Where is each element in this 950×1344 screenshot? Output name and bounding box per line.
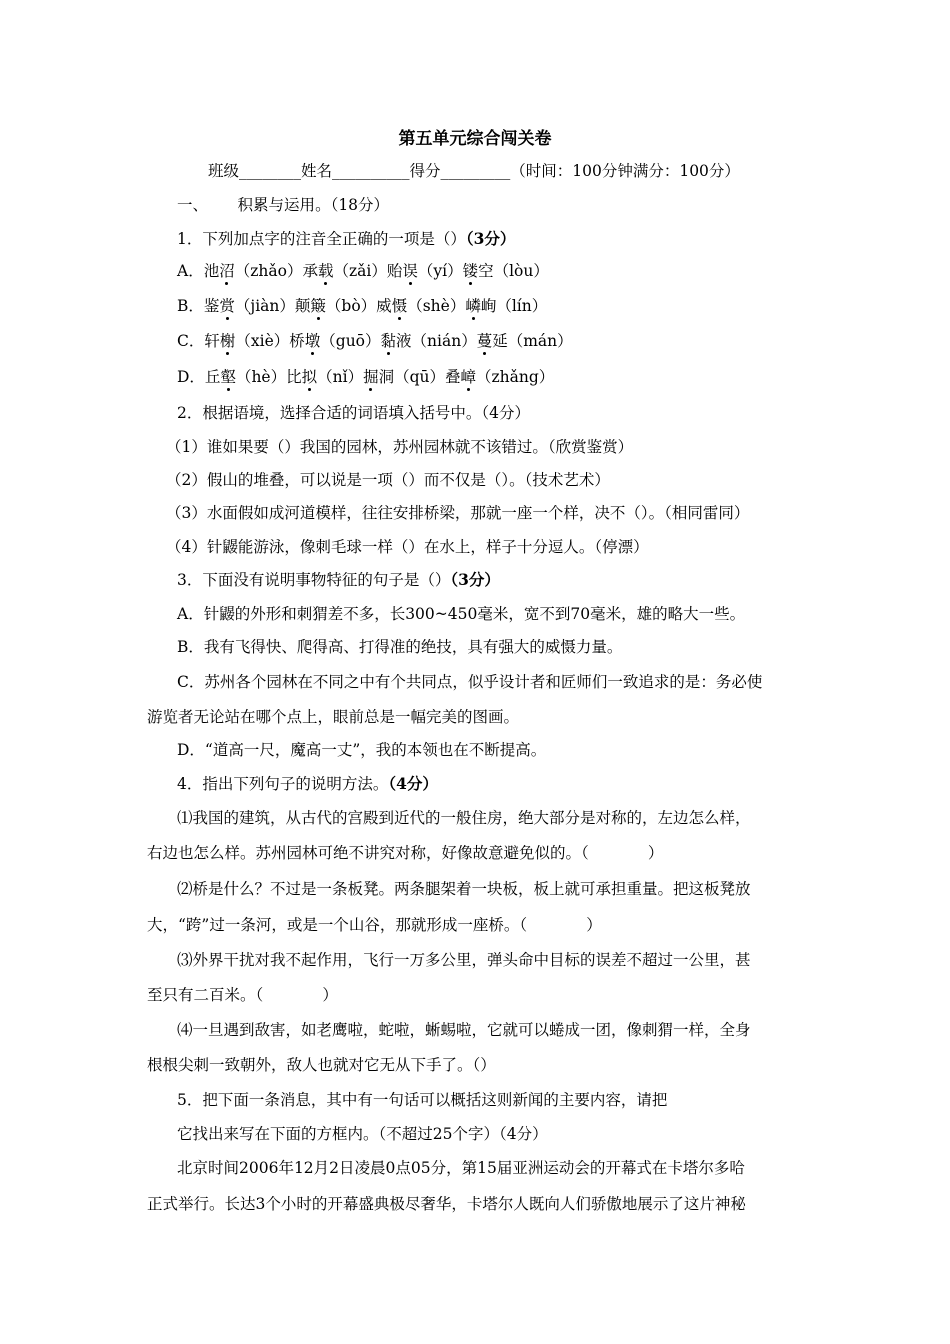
question-3-stem (177, 570, 500, 590)
q3-option-a: A．针鼹的外形和刺猬差不多，长300~450毫米，宽不到70毫米，雄的略大一些。 (177, 605, 746, 623)
option-text: （zǎi）贻 (333, 262, 403, 280)
question-1-stem (177, 229, 515, 249)
q1-option-b (177, 296, 547, 316)
option-text: 延（mán） (492, 332, 573, 350)
question-score: （4分） (388, 774, 438, 793)
dotted-char: 沼 (219, 262, 235, 280)
q4-item-2-line2: 大，“跨”过一条河，或是一个山谷，那就形成一座桥。（ ） (147, 916, 602, 934)
q3-option-c-line2: 游览者无论站在哪个点上，眼前总是一幅完美的图画。 (147, 708, 520, 726)
option-text: 峋（lín） (480, 297, 548, 315)
question-text: 4．指出下列句子的说明方法。 (177, 775, 389, 793)
option-text: （guō） (320, 332, 381, 350)
option-text: 洞（qū）叠 (378, 368, 461, 386)
q3-option-b: B．我有飞得快、爬得高、打得准的绝技，具有强大的威慑力量。 (177, 638, 623, 656)
question-score: （3分） (450, 570, 500, 589)
student-info-line: 班级________姓名__________得分_________（时间：100分钟满分：100分） (208, 162, 740, 180)
dotted-char: 蔓 (476, 332, 493, 350)
dotted-char: 载 (317, 262, 334, 280)
dotted-char: 嶙 (465, 297, 481, 315)
option-text: （nǐ） (317, 368, 364, 386)
q4-item-4-line1: ⑷一旦遇到敌害，如老鹰啦，蛇啦，蜥蜴啦，它就可以蜷成一团，像刺猬一样，全身 (177, 1021, 751, 1039)
dotted-char: 镂 (462, 262, 479, 280)
q2-sentence-3: （3）水面假如成河道模样，往往安排桥梁，那就一座一个样，决不（）。（相同雷同） (166, 504, 750, 522)
option-text: C．轩 (177, 332, 220, 350)
q1-option-c (177, 331, 573, 351)
option-text: （bò）威 (325, 297, 392, 315)
dotted-char: 赏 (219, 297, 235, 315)
option-text: （yí） (417, 262, 463, 280)
option-text: （zhǎng） (476, 368, 555, 386)
dotted-char: 黏 (380, 332, 397, 350)
option-text: 液（nián） (396, 332, 477, 350)
news-paragraph-line2: 正式举行。长达3个小时的开幕盛典极尽奢华，卡塔尔人既向人们骄傲地展示了这片神秘 (147, 1195, 746, 1213)
q4-item-4-line2: 根根尖刺一致朝外，敌人也就对它无从下手了。（） (147, 1056, 496, 1074)
dotted-char: 误 (402, 262, 418, 280)
question-score: （3分） (465, 229, 516, 248)
page-title: 第五单元综合闯关卷 (398, 129, 552, 149)
dotted-char: 拟 (301, 368, 318, 386)
question-text: 1．下列加点字的注音全正确的一项是（） (177, 230, 466, 248)
question-4-stem (177, 774, 438, 794)
q4-item-3-line1: ⑶外界干扰对我不起作用，飞行一万多公里，弹头命中目标的误差不超过一公里，甚 (177, 951, 751, 969)
dotted-char: 榭 (219, 332, 236, 350)
q3-option-c-line1: C．苏州各个园林在不同之中有个共同点，似乎设计者和匠师们一致追求的是：务必使 (177, 673, 763, 691)
q2-sentence-2: （2）假山的堆叠，可以说是一项（）而不仅是（）。（技术艺术） (166, 471, 610, 489)
option-text: A．池 (177, 262, 220, 280)
option-text: （jiàn）颠 (234, 297, 311, 315)
option-text: B．鉴 (177, 297, 220, 315)
q2-sentence-4: （4）针鼹能游泳，像刺毛球一样（）在水上，样子十分逗人。（停漂） (166, 538, 649, 556)
option-text: （zhǎo）承 (234, 262, 318, 280)
dotted-char: 慑 (391, 297, 408, 315)
dotted-char: 嶂 (460, 368, 477, 386)
question-5-stem-line2: 它找出来写在下面的方框内。（不超过25个字）（4分） (177, 1125, 548, 1143)
dotted-char: 墩 (304, 332, 321, 350)
news-paragraph-line1: 北京时间2006年12月2日凌晨0点05分，第15届亚洲运动会的开幕式在卡塔尔多哈 (177, 1159, 745, 1177)
q4-item-3-line2: 至只有二百米。（ ） (147, 986, 338, 1004)
q4-item-2-line1: ⑵桥是什么？不过是一条板凳。两条腿架着一块板，板上就可承担重量。把这板凳放 (177, 880, 751, 898)
option-text: D．丘 (177, 368, 221, 386)
option-text: （xiè）桥 (235, 332, 305, 350)
q2-sentence-1: （1）谁如果要（）我国的园林，苏州园林就不该错过。（欣赏鉴赏） (166, 438, 634, 456)
option-text: （hè）比 (235, 368, 302, 386)
dotted-char: 掘 (363, 368, 379, 386)
question-5-stem-line1: 5．把下面一条消息，其中有一句话可以概括这则新闻的主要内容，请把 (177, 1091, 668, 1109)
option-text: （shè） (407, 297, 466, 315)
q1-option-a (177, 261, 549, 281)
dotted-char: 簸 (310, 297, 326, 315)
option-text: 空（lòu） (478, 262, 549, 280)
q4-item-1-line2: 右边也怎么样。苏州园林可绝不讲究对称，好像故意避免似的。（ ） (147, 844, 664, 862)
q1-option-d (177, 367, 554, 387)
q4-item-1-line1: ⑴我国的建筑，从古代的宫殿到近代的一般住房，绝大部分是对称的，左边怎么样， (177, 809, 751, 827)
q3-option-d: D．“道高一尺，魔高一丈”，我的本领也在不断提高。 (177, 741, 547, 759)
question-2-stem: 2．根据语境，选择合适的词语填入括号中。（4分） (177, 404, 530, 422)
section-heading: 一、 积累与运用。（18分） (177, 196, 390, 214)
dotted-char: 壑 (220, 368, 236, 386)
question-text: 3．下面没有说明事物特征的句子是（） (177, 571, 451, 589)
